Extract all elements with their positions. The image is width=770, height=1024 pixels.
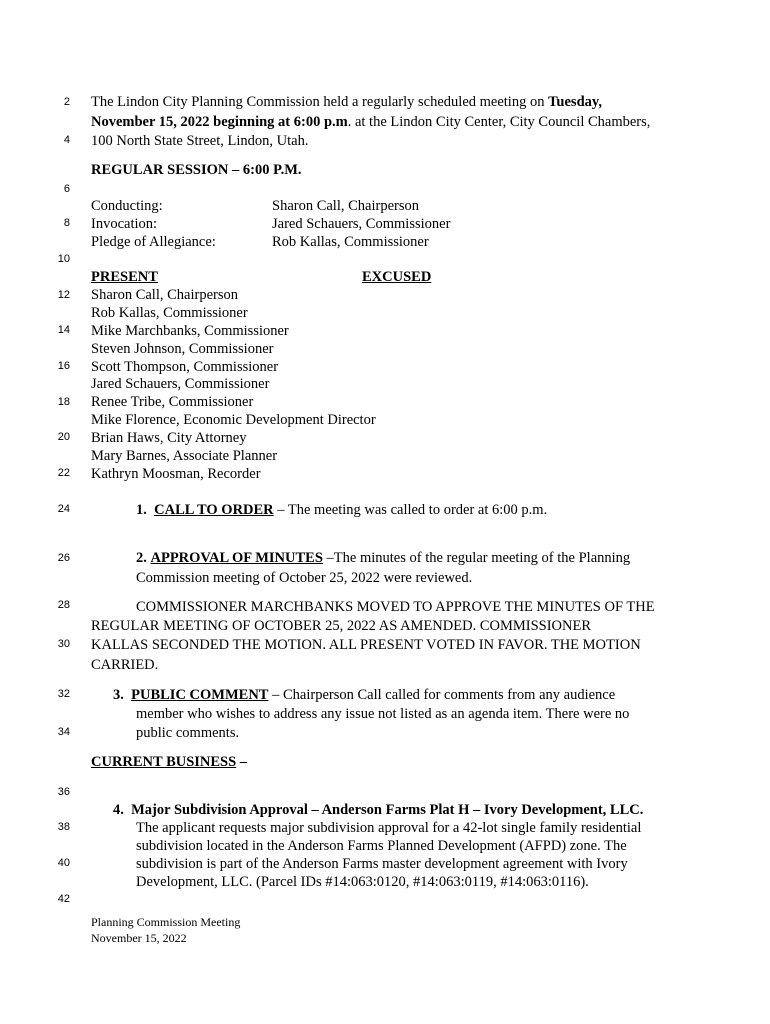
line-number: 4 bbox=[63, 134, 70, 146]
intro-line: November 15, 2022 beginning at 6:00 p.m. at the Lindon City Center, City Council Chambers, bbox=[91, 114, 651, 130]
footer-title: Planning Commission Meeting bbox=[91, 915, 241, 929]
attendee: Kathryn Moosman, Recorder bbox=[91, 466, 261, 482]
line-number: 2 bbox=[63, 96, 70, 108]
line-number: 22 bbox=[57, 467, 70, 479]
line-number: 24 bbox=[57, 503, 70, 515]
motion-text: COMMISSIONER MARCHBANKS MOVED TO APPROVE THE MINUTES OF THE bbox=[136, 599, 655, 615]
attendee: Scott Thompson, Commissioner bbox=[91, 359, 279, 375]
attendee: Renee Tribe, Commissioner bbox=[91, 394, 254, 410]
role-name: Sharon Call, Chairperson bbox=[272, 198, 419, 214]
motion-text: CARRIED. bbox=[91, 657, 159, 673]
attendee: Mike Florence, Economic Development Director bbox=[91, 412, 376, 428]
agenda-item-text: Commission meeting of October 25, 2022 were reviewed. bbox=[136, 570, 473, 586]
line-number: 8 bbox=[63, 217, 70, 229]
role-label: Pledge of Allegiance: bbox=[91, 234, 216, 250]
line-number: 32 bbox=[57, 688, 70, 700]
agenda-item-text: public comments. bbox=[136, 725, 240, 741]
line-number: 30 bbox=[57, 638, 70, 650]
agenda-item-text: subdivision is part of the Anderson Farms master development agreement with Ivory bbox=[136, 856, 628, 872]
line-number: 36 bbox=[57, 786, 70, 798]
agenda-item-text: subdivision located in the Anderson Farms Planned Development (AFPD) zone. The bbox=[136, 838, 627, 854]
agenda-item-public-comment: 3. PUBLIC COMMENT – Chairperson Call called for comments from any audience bbox=[113, 687, 616, 703]
footer-date: November 15, 2022 bbox=[91, 931, 187, 945]
line-number: 18 bbox=[57, 396, 70, 408]
attendee: Mary Barnes, Associate Planner bbox=[91, 448, 278, 464]
role-name: Rob Kallas, Commissioner bbox=[272, 234, 429, 250]
present-heading: PRESENT bbox=[91, 269, 158, 285]
line-number: 14 bbox=[57, 324, 70, 336]
attendee: Mike Marchbanks, Commissioner bbox=[91, 323, 289, 339]
line-number: 42 bbox=[57, 893, 70, 905]
attendee: Jared Schauers, Commissioner bbox=[91, 376, 270, 392]
role-label: Invocation: bbox=[91, 216, 158, 232]
line-number: 38 bbox=[57, 821, 70, 833]
agenda-item-text: Development, LLC. (Parcel IDs #14:063:0120, #14:063:0119, #14:063:0116). bbox=[136, 874, 589, 890]
excused-heading: EXCUSED bbox=[362, 269, 432, 285]
line-number: 6 bbox=[63, 183, 70, 195]
agenda-item-call-to-order: 1. CALL TO ORDER – The meeting was called to order at 6:00 p.m. bbox=[136, 502, 548, 518]
agenda-item-text: The applicant requests major subdivision approval for a 42-lot single family residential bbox=[136, 820, 642, 836]
attendee: Brian Haws, City Attorney bbox=[91, 430, 247, 446]
line-number: 12 bbox=[57, 289, 70, 301]
intro-line: 100 North State Street, Lindon, Utah. bbox=[91, 133, 309, 149]
agenda-item-approval-of-minutes: 2. APPROVAL OF MINUTES –The minutes of the regular meeting of the Planning bbox=[136, 550, 631, 566]
role-name: Jared Schauers, Commissioner bbox=[272, 216, 451, 232]
session-heading: REGULAR SESSION – 6:00 P.M. bbox=[91, 162, 302, 178]
line-number: 26 bbox=[57, 552, 70, 564]
agenda-item-subdivision: 4. Major Subdivision Approval – Anderson Farms Plat H – Ivory Development, LLC. bbox=[113, 802, 644, 818]
line-number: 16 bbox=[57, 360, 70, 372]
line-number: 10 bbox=[57, 253, 70, 265]
line-number: 20 bbox=[57, 431, 70, 443]
agenda-item-text: member who wishes to address any issue not listed as an agenda item. There were no bbox=[136, 706, 630, 722]
intro-line: The Lindon City Planning Commission held a regularly scheduled meeting on Tuesday, bbox=[91, 94, 602, 110]
line-number: 40 bbox=[57, 857, 70, 869]
role-label: Conducting: bbox=[91, 198, 163, 214]
attendee: Steven Johnson, Commissioner bbox=[91, 341, 274, 357]
line-number: 34 bbox=[57, 726, 70, 738]
motion-text: KALLAS SECONDED THE MOTION. ALL PRESENT VOTED IN FAVOR. THE MOTION bbox=[91, 637, 641, 653]
current-business-heading: CURRENT BUSINESS – bbox=[91, 754, 248, 770]
attendee: Sharon Call, Chairperson bbox=[91, 287, 238, 303]
motion-text: REGULAR MEETING OF OCTOBER 25, 2022 AS AMENDED. COMMISSIONER bbox=[91, 618, 592, 634]
attendee: Rob Kallas, Commissioner bbox=[91, 305, 248, 321]
line-number: 28 bbox=[57, 599, 70, 611]
